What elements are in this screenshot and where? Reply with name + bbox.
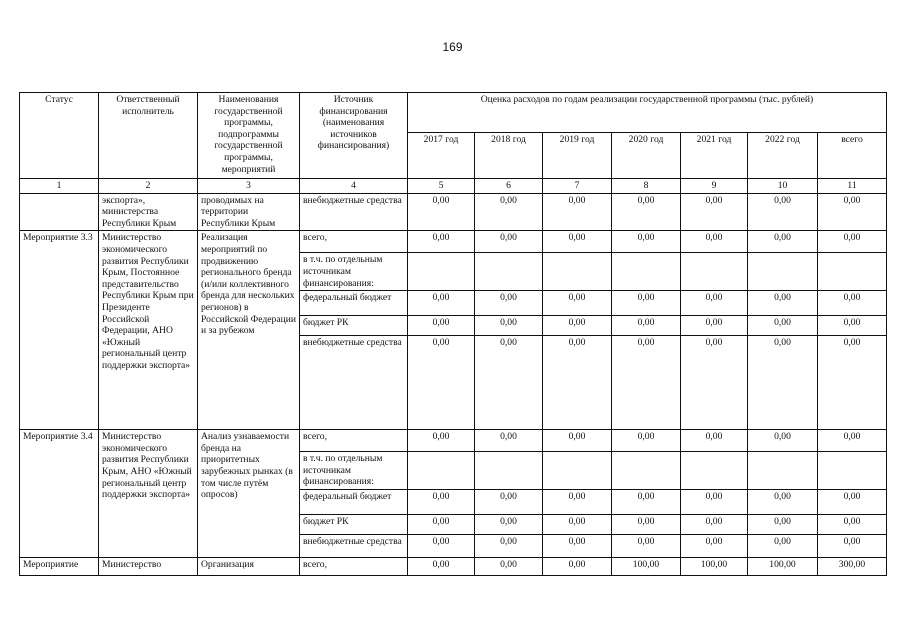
total-cell: 0,00 xyxy=(818,231,887,253)
status-cell xyxy=(20,193,99,231)
source-cell: всего, xyxy=(300,231,408,253)
total-cell: 0,00 xyxy=(818,193,887,231)
value-cell: 0,00 xyxy=(475,336,543,430)
source-cell: федеральный бюджет xyxy=(300,489,408,514)
total-cell: 0,00 xyxy=(818,316,887,336)
total-cell: 0,00 xyxy=(818,514,887,534)
value-cell: 0,00 xyxy=(543,514,612,534)
event-name-cell: Анализ узнаваемости бренда на приоритетных зарубежных рынках (в том числе путём опросов) xyxy=(198,430,300,558)
value-cell: 0,00 xyxy=(543,193,612,231)
source-cell: в т.ч. по отдельным источникам финансирования: xyxy=(300,253,408,291)
value-cell: 0,00 xyxy=(681,489,748,514)
total-cell xyxy=(818,452,887,490)
value-cell: 0,00 xyxy=(612,336,681,430)
value-cell xyxy=(681,253,748,291)
header-total: всего xyxy=(818,133,887,179)
column-index: 10 xyxy=(748,179,818,194)
value-cell: 0,00 xyxy=(612,193,681,231)
value-cell: 0,00 xyxy=(748,231,818,253)
column-index: 2 xyxy=(99,179,198,194)
column-index: 8 xyxy=(612,179,681,194)
value-cell: 0,00 xyxy=(681,193,748,231)
column-index: 7 xyxy=(543,179,612,194)
value-cell: 0,00 xyxy=(408,336,475,430)
value-cell: 0,00 xyxy=(681,231,748,253)
value-cell: 0,00 xyxy=(408,316,475,336)
value-cell: 0,00 xyxy=(681,336,748,430)
header-year: 2021 год xyxy=(681,133,748,179)
header-year: 2017 год xyxy=(408,133,475,179)
value-cell: 0,00 xyxy=(612,316,681,336)
value-cell: 0,00 xyxy=(408,557,475,575)
value-cell: 0,00 xyxy=(408,430,475,452)
column-index: 4 xyxy=(300,179,408,194)
header-year: 2022 год xyxy=(748,133,818,179)
table-row xyxy=(20,430,887,452)
value-cell: 0,00 xyxy=(748,534,818,557)
header-source: Источник финансирования (наименования источников финансирования) xyxy=(300,93,408,179)
source-cell: всего, xyxy=(300,430,408,452)
value-cell: 0,00 xyxy=(681,534,748,557)
page-number: 169 xyxy=(442,40,463,54)
value-cell: 0,00 xyxy=(748,430,818,452)
value-cell: 0,00 xyxy=(681,430,748,452)
value-cell: 0,00 xyxy=(475,316,543,336)
source-cell: внебюджетные средства xyxy=(300,193,408,231)
value-cell: 0,00 xyxy=(408,534,475,557)
value-cell: 0,00 xyxy=(475,514,543,534)
value-cell: 0,00 xyxy=(408,291,475,316)
value-cell: 0,00 xyxy=(748,336,818,430)
source-cell: бюджет РК xyxy=(300,316,408,336)
executor-cell: экспорта», министерства Республики Крым xyxy=(99,193,198,231)
value-cell: 0,00 xyxy=(681,316,748,336)
value-cell: 0,00 xyxy=(475,231,543,253)
value-cell: 0,00 xyxy=(612,291,681,316)
value-cell: 0,00 xyxy=(612,489,681,514)
value-cell: 0,00 xyxy=(408,231,475,253)
executor-cell: Министерство экономического развития Республики Крым, Постоянное представительство Республики Крым при Президенте Российской Федерации, АНО «Южный региональный центр поддержки экспорта» xyxy=(99,231,198,430)
value-cell: 0,00 xyxy=(612,231,681,253)
value-cell: 0,00 xyxy=(543,336,612,430)
table-row xyxy=(20,557,887,575)
header-status: Статус xyxy=(20,93,99,179)
value-cell: 0,00 xyxy=(681,291,748,316)
value-cell: 0,00 xyxy=(612,430,681,452)
value-cell xyxy=(748,253,818,291)
header-estimate: Оценка расходов по годам реализации государственной программы (тыс. рублей) xyxy=(408,93,887,133)
value-cell: 0,00 xyxy=(748,291,818,316)
value-cell: 100,00 xyxy=(748,557,818,575)
value-cell: 0,00 xyxy=(748,193,818,231)
header-year: 2020 год xyxy=(612,133,681,179)
total-cell: 0,00 xyxy=(818,291,887,316)
value-cell xyxy=(612,253,681,291)
source-cell: в т.ч. по отдельным источникам финансирования: xyxy=(300,452,408,490)
executor-cell: Министерство экономического развития Республики Крым, АНО «Южный региональный центр поддержки экспорта» xyxy=(99,430,198,558)
value-cell xyxy=(408,452,475,490)
event-name-cell: проводимых на территории Республики Крым xyxy=(198,193,300,231)
value-cell: 0,00 xyxy=(475,291,543,316)
value-cell: 0,00 xyxy=(475,489,543,514)
total-cell: 0,00 xyxy=(818,534,887,557)
value-cell xyxy=(543,253,612,291)
value-cell: 0,00 xyxy=(543,489,612,514)
table-row xyxy=(20,231,887,253)
table-row xyxy=(20,193,887,231)
header-name: Наименования государственной программы, подпрограммы государственной программы, мероприятий xyxy=(198,93,300,179)
value-cell xyxy=(612,452,681,490)
value-cell: 0,00 xyxy=(748,489,818,514)
value-cell: 0,00 xyxy=(543,557,612,575)
value-cell: 0,00 xyxy=(612,534,681,557)
value-cell xyxy=(543,452,612,490)
source-cell: всего, xyxy=(300,557,408,575)
value-cell: 0,00 xyxy=(543,231,612,253)
value-cell xyxy=(475,253,543,291)
value-cell: 0,00 xyxy=(475,430,543,452)
value-cell: 0,00 xyxy=(475,557,543,575)
total-cell: 300,00 xyxy=(818,557,887,575)
value-cell: 0,00 xyxy=(543,316,612,336)
header-year: 2019 год xyxy=(543,133,612,179)
value-cell: 0,00 xyxy=(408,514,475,534)
value-cell: 0,00 xyxy=(748,514,818,534)
status-cell: Мероприятие 3.4 xyxy=(20,430,99,558)
header-executor: Ответственный исполнитель xyxy=(99,93,198,179)
column-index: 9 xyxy=(681,179,748,194)
column-index: 6 xyxy=(475,179,543,194)
value-cell: 0,00 xyxy=(408,489,475,514)
source-cell: внебюджетные средства xyxy=(300,336,408,430)
source-cell: бюджет РК xyxy=(300,514,408,534)
column-index: 1 xyxy=(20,179,99,194)
value-cell: 0,00 xyxy=(681,514,748,534)
value-cell: 0,00 xyxy=(612,514,681,534)
event-name-cell: Реализация мероприятий по продвижению регионального бренда (и/или коллективного бренда для нескольких регионов) в Российской Федерации и за рубежом xyxy=(198,231,300,430)
value-cell: 0,00 xyxy=(475,534,543,557)
budget-table xyxy=(19,92,887,576)
value-cell xyxy=(475,452,543,490)
total-cell: 0,00 xyxy=(818,489,887,514)
value-cell xyxy=(748,452,818,490)
total-cell xyxy=(818,253,887,291)
source-cell: федеральный бюджет xyxy=(300,291,408,316)
value-cell: 0,00 xyxy=(543,534,612,557)
total-cell: 0,00 xyxy=(818,336,887,430)
header-year: 2018 год xyxy=(475,133,543,179)
value-cell: 0,00 xyxy=(475,193,543,231)
value-cell: 0,00 xyxy=(543,430,612,452)
value-cell: 0,00 xyxy=(543,291,612,316)
status-cell: Мероприятие xyxy=(20,557,99,575)
column-index: 11 xyxy=(818,179,887,194)
executor-cell: Министерство xyxy=(99,557,198,575)
value-cell: 100,00 xyxy=(681,557,748,575)
event-name-cell: Организация xyxy=(198,557,300,575)
column-index: 3 xyxy=(198,179,300,194)
total-cell: 0,00 xyxy=(818,430,887,452)
value-cell xyxy=(408,253,475,291)
status-cell: Мероприятие 3.3 xyxy=(20,231,99,430)
column-index: 5 xyxy=(408,179,475,194)
value-cell: 0,00 xyxy=(748,316,818,336)
value-cell: 100,00 xyxy=(612,557,681,575)
value-cell xyxy=(681,452,748,490)
source-cell: внебюджетные средства xyxy=(300,534,408,557)
value-cell: 0,00 xyxy=(408,193,475,231)
